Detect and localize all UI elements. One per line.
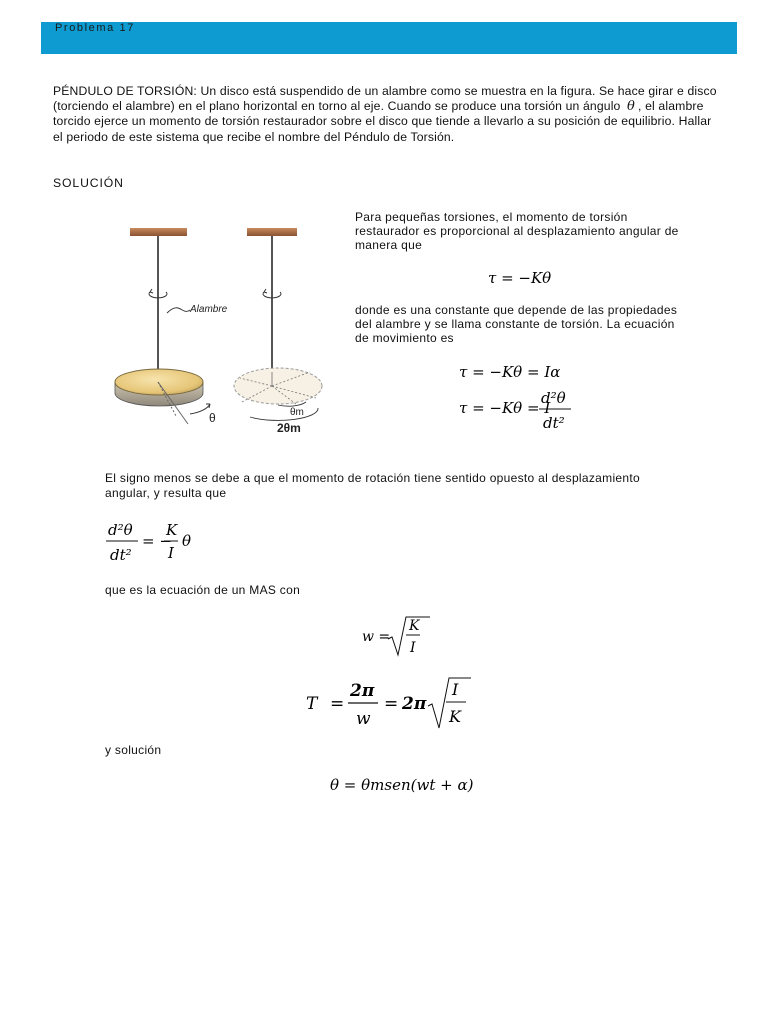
eq4-denominator: dt² [110, 546, 132, 564]
alambre-label: Alambre [190, 304, 228, 315]
eq4-theta: θ [182, 532, 192, 550]
right-support-plate [247, 228, 297, 236]
eq6-i: I [452, 680, 459, 699]
equation-torque-inertia [459, 362, 569, 382]
equation-torque [488, 268, 568, 288]
header-bar [41, 22, 737, 54]
two-theta-m-label: 2θm [277, 421, 301, 435]
eq5-k: K [409, 618, 420, 634]
theta-symbol: θ [627, 99, 636, 115]
eq4-i: I [168, 544, 174, 562]
equation-angular-frequency [362, 615, 422, 659]
eq3-numerator: d²θ [541, 389, 566, 407]
problem-statement [53, 84, 723, 145]
eq3-left: τ = −Kθ = I [459, 399, 551, 417]
left-support-plate [130, 228, 187, 236]
equation-period [306, 676, 476, 732]
equation-motion [459, 386, 579, 436]
eq5-left: w = [362, 629, 391, 645]
right-pendulum [234, 228, 322, 435]
eq6-t: T [306, 694, 318, 714]
problem-statement-part2: , el alambre torcido ejerce un momento de torsión restaurador sobre el disco que tiende a llevarlo a su posición de equilibrio. Hallar el periodo de este sistema que recibe el nombre del Péndulo de Torsión. [53, 99, 712, 144]
left-pendulum [115, 228, 228, 425]
eq6-k: K [449, 707, 461, 726]
eq1-text: τ = −Kθ [488, 269, 552, 287]
torsion-pendulum-figure [110, 220, 340, 445]
eq2-text: τ = −Kθ = Iα [459, 363, 561, 381]
eq4-k: K [166, 521, 178, 539]
left-disc [115, 369, 203, 395]
body-paragraph-sign: El signo menos se debe a que el momento de rotación tiene sentido opuesto al desplazamiento angular, y resulta que [105, 471, 640, 500]
eq4-mid: = − [142, 532, 172, 550]
body-paragraph-mas: que es la ecuación de un MAS con [105, 583, 301, 597]
eq5-i: I [410, 640, 416, 656]
eq6-numerator: 2π [350, 681, 375, 701]
right-paragraph-1: Para pequeñas torsiones, el momento de torsión restaurador es proporcional al desplazamiento angular de manera que [355, 210, 679, 252]
problem-statement-part1: PÉNDULO DE TORSIÓN: Un disco está suspendido de un alambre como se muestra en la figura. Se hace girar e disco (torciendo el alambre) en el plano horizontal en torno al eje. Cuando se produce una torsión un ángulo [53, 84, 717, 114]
eq6-denominator: w [356, 709, 371, 729]
eq6-2pi: 2π [402, 694, 427, 714]
right-disc-dashed [234, 368, 322, 404]
theta-label: θ [209, 411, 216, 425]
eq3-denominator: dt² [543, 414, 565, 432]
right-paragraph-2: donde es una constante que depende de las propiedades del alambre y se llama constante de torsión. La ecuación de movimiento es [355, 303, 678, 345]
equation-solution [330, 775, 474, 797]
theta-m-label: θm [290, 407, 304, 418]
equation-differential [106, 518, 206, 568]
solution-heading: SOLUCIÓN [53, 176, 124, 190]
eq6-eq2: = [384, 694, 399, 714]
eq6-eq: = [330, 694, 345, 714]
body-paragraph-solution: y solución [105, 743, 162, 757]
eq7-text: θ = θmsen(wt + α) [330, 776, 474, 794]
problem-title: Problema 17 [55, 22, 135, 34]
eq4-numerator: d²θ [108, 521, 133, 539]
